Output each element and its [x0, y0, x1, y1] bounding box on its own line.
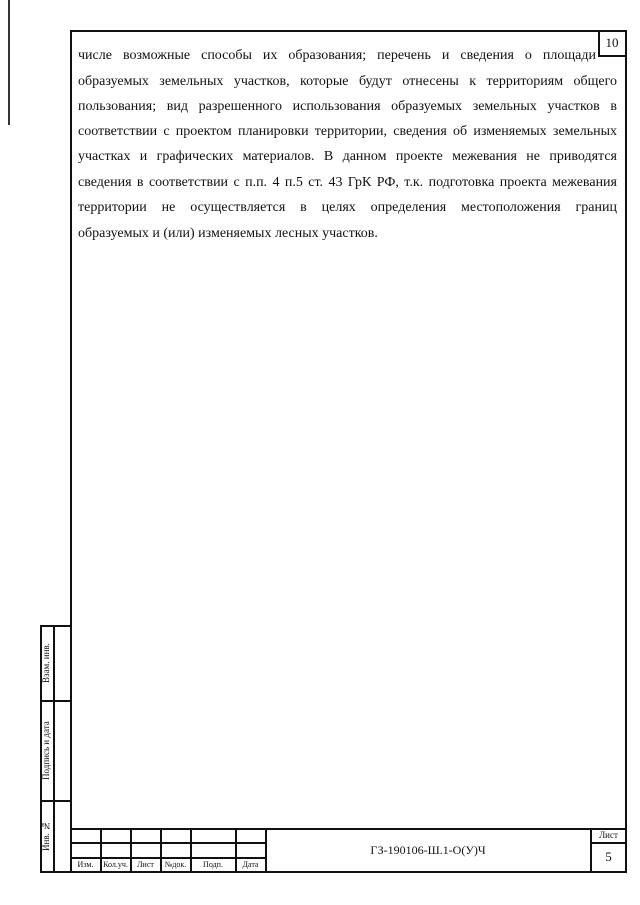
- body-text-line: сведения в соответствии с п.п. 4 п.5 ст. 43 ГрК РФ, т.к. подготовка проекта межевания: [78, 175, 617, 190]
- column-label-kol-uch: Кол.уч.: [103, 860, 128, 869]
- column-label-doc-no: №док.: [164, 860, 187, 869]
- sheet-number: 5: [605, 849, 612, 864]
- scan-edge-mark: [8, 0, 10, 125]
- frame-left-border: [70, 30, 72, 873]
- title-block-top-border: [70, 828, 626, 830]
- body-text-line: образуемых земельных участков, которые будут отнесены к территориям общего: [78, 74, 617, 89]
- body-text-line: образуемых и (или) изменяемых лесных участков.: [78, 226, 378, 241]
- document-code: ГЗ-190106-Ш.1-О(У)Ч: [370, 843, 486, 857]
- signature-date-label: Подпись и дата: [41, 721, 51, 780]
- inv-no-label: Инв. №: [41, 820, 51, 852]
- body-text-line: территории не осуществляется в целях определения местоположения границ: [78, 200, 617, 215]
- sheet-label: Лист: [599, 830, 618, 840]
- body-text-line: участках и графических материалов. В данном проекте межевания не приводятся: [78, 149, 617, 164]
- side-stamp-inner-border: [53, 625, 55, 872]
- frame-right-border: [625, 30, 627, 873]
- body-text-line: числе возможные способы их образования; перечень и сведения о площади: [78, 48, 596, 63]
- column-label-izm: Изм.: [77, 860, 94, 869]
- column-label-date: Дата: [242, 860, 259, 869]
- body-text-line: пользования; вид разрешенного использования образуемых земельных участков в: [78, 99, 617, 114]
- page-number-box: 10: [605, 35, 619, 50]
- number-box-bottom-border: [598, 55, 626, 57]
- replaced-inv-label: Взам. инв.: [41, 643, 51, 683]
- frame-top-border: [70, 30, 627, 32]
- column-label-list: Лист: [137, 860, 154, 869]
- body-text-line: соответствии с проектом планировки территории, сведения об изменяемых земельных: [78, 124, 617, 139]
- sheet-cell-divider: [590, 842, 626, 844]
- column-label-signature: Подп.: [203, 860, 223, 869]
